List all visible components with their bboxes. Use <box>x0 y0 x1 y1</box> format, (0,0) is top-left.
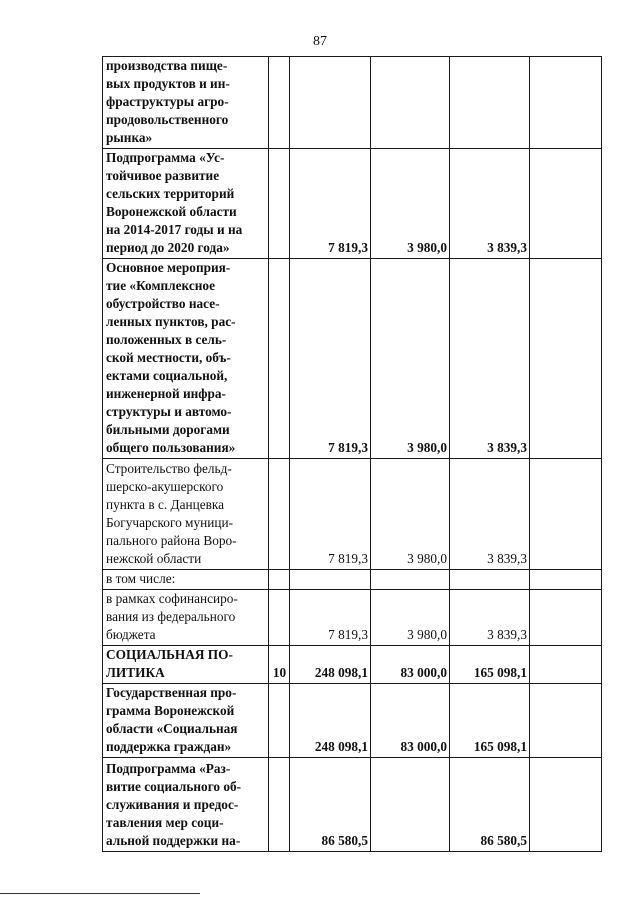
table-row <box>103 590 602 646</box>
row-name: в том числе: <box>106 571 176 586</box>
footer-rule <box>0 893 200 894</box>
total-cell: 86 580,5 <box>290 758 371 852</box>
section-code-cell <box>269 570 290 590</box>
total-cell: 7 819,3 <box>290 259 371 459</box>
empty-col-cell <box>530 57 602 149</box>
table-row <box>103 259 602 459</box>
amount-col3-cell: 3 839,3 <box>450 259 530 459</box>
total-cell <box>290 57 371 149</box>
row-name: Подпрограмма «Раз- витие социального об- служивания и предос- тавления мер соци- альной поддержки на- <box>106 761 242 848</box>
table-row <box>103 149 602 259</box>
row-name-cell <box>103 459 269 570</box>
total-cell: 248 098,1 <box>290 684 371 758</box>
amount-col3-cell: 165 098,1 <box>450 646 530 684</box>
row-name-cell <box>103 259 269 459</box>
amount-col2-cell <box>371 570 450 590</box>
budget-table <box>102 56 602 852</box>
section-code-cell: 10 <box>269 646 290 684</box>
row-name-cell <box>103 590 269 646</box>
amount-col2-cell <box>371 57 450 149</box>
row-name-cell <box>103 646 269 684</box>
empty-col-cell <box>530 459 602 570</box>
amount-col3-cell: 86 580,5 <box>450 758 530 852</box>
total-cell: 248 098,1 <box>290 646 371 684</box>
row-name-cell <box>103 758 269 852</box>
section-code-cell <box>269 758 290 852</box>
amount-col2-cell: 83 000,0 <box>371 684 450 758</box>
table-row <box>103 459 602 570</box>
row-name: Государственная про- грамма Воронежской области «Социальная поддержка граждан» <box>106 685 238 754</box>
amount-col2-cell: 3 980,0 <box>371 590 450 646</box>
table-row <box>103 646 602 684</box>
row-name: Основное мероприя- тие «Комплексное обустройство насе- ленных пунктов, рас- положенных в сель- ской местности, объ- ектами социальной, инженерной инфра- структуры и автомо- бильными дорогами общего пользования» <box>106 260 236 455</box>
amount-col3-cell: 3 839,3 <box>450 590 530 646</box>
section-code-cell <box>269 684 290 758</box>
empty-col-cell <box>530 149 602 259</box>
row-name-cell <box>103 149 269 259</box>
amount-col2-cell: 83 000,0 <box>371 646 450 684</box>
row-name-cell <box>103 684 269 758</box>
amount-col2-cell: 3 980,0 <box>371 459 450 570</box>
amount-col2-cell <box>371 758 450 852</box>
amount-col3-cell: 3 839,3 <box>450 149 530 259</box>
empty-col-cell <box>530 570 602 590</box>
total-cell: 7 819,3 <box>290 149 371 259</box>
table-row <box>103 570 602 590</box>
amount-col3-cell <box>450 570 530 590</box>
empty-col-cell <box>530 758 602 852</box>
amount-col3-cell <box>450 57 530 149</box>
amount-col2-cell: 3 980,0 <box>371 149 450 259</box>
row-name-cell <box>103 57 269 149</box>
empty-col-cell <box>530 590 602 646</box>
total-cell: 7 819,3 <box>290 459 371 570</box>
section-code-cell <box>269 57 290 149</box>
row-name: Подпрограмма «Ус- тойчивое развитие сельских территорий Воронежской области на 2014-2017 годы и на период до 2020 года» <box>106 150 243 255</box>
row-name-cell <box>103 570 269 590</box>
section-code-cell <box>269 259 290 459</box>
total-cell <box>290 570 371 590</box>
row-name: в рамках софинансиро- вания из федерального бюджета <box>106 591 238 642</box>
amount-col3-cell: 3 839,3 <box>450 459 530 570</box>
row-name: СОЦИАЛЬНАЯ ПО- ЛИТИКА <box>106 647 233 680</box>
row-name: производства пище- вых продуктов и ин- фраструктуры агро- продовольственного рынка» <box>106 58 230 145</box>
total-cell: 7 819,3 <box>290 590 371 646</box>
table-row <box>103 758 602 852</box>
section-code-cell <box>269 590 290 646</box>
row-name: Строительство фельд- шерско-акушерского пункта в с. Данцевка Богучарского муници- пального района Воро- нежской области <box>106 461 237 566</box>
empty-col-cell <box>530 259 602 459</box>
amount-col3-cell: 165 098,1 <box>450 684 530 758</box>
table-row <box>103 684 602 758</box>
table-row <box>103 57 602 149</box>
section-code-cell <box>269 149 290 259</box>
amount-col2-cell: 3 980,0 <box>371 259 450 459</box>
page-number: 87 <box>313 34 327 49</box>
empty-col-cell <box>530 684 602 758</box>
section-code-cell <box>269 459 290 570</box>
empty-col-cell <box>530 646 602 684</box>
